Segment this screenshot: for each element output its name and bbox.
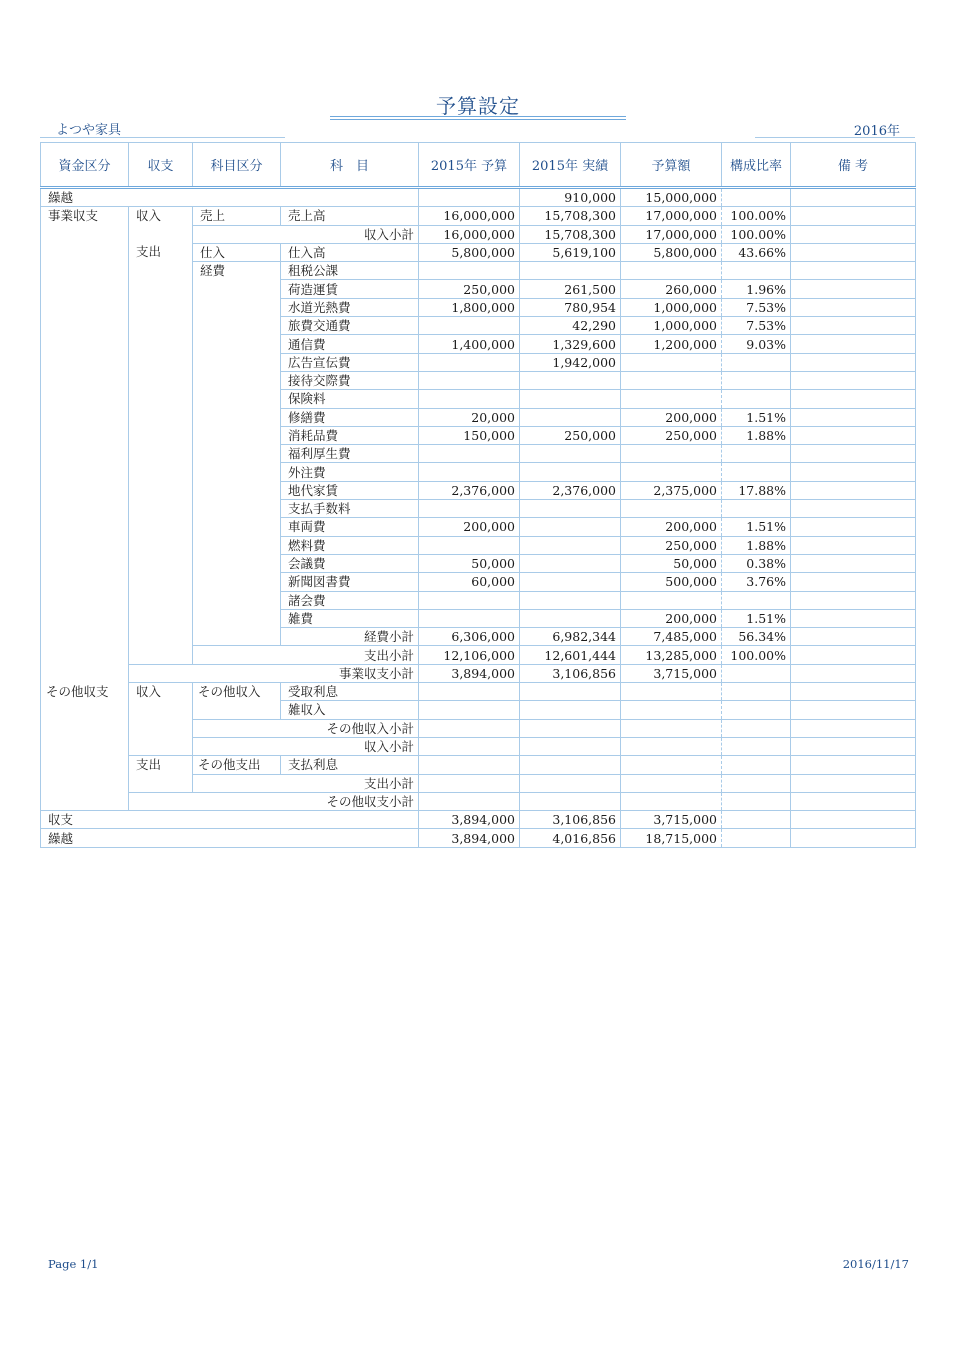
cell-budget: [621, 445, 722, 463]
cell-note: [791, 390, 916, 408]
cell-ratio: 100.00%: [722, 225, 791, 243]
cell-note: [791, 445, 916, 463]
cell-note: [791, 609, 916, 627]
cell-budget: 17,000,000: [621, 225, 722, 243]
cell-budget-prev: 200,000: [419, 518, 520, 536]
item-cost: 保険料: [281, 390, 419, 408]
cell-budget: 5,800,000: [621, 243, 722, 261]
flow-other-income: 収入: [129, 683, 193, 756]
cell-budget-prev: [419, 353, 520, 371]
cell-ratio: [722, 262, 791, 280]
cell-note: [791, 536, 916, 554]
cell-ratio: 17.88%: [722, 481, 791, 499]
col-budget: 予算額: [621, 143, 722, 188]
cell-budget: 50,000: [621, 554, 722, 572]
cell-budget-prev: 150,000: [419, 426, 520, 444]
item-cost: 修繕費: [281, 408, 419, 426]
cell-budget-prev: 3,894,000: [419, 664, 520, 682]
cell-actual-prev: 250,000: [520, 426, 621, 444]
company-underline: [40, 137, 285, 138]
label-biz-subtotal: 事業収支小計: [129, 664, 419, 682]
item-cost: 燃料費: [281, 536, 419, 554]
cell-budget-prev: 2,376,000: [419, 481, 520, 499]
cell-budget-prev: 5,800,000: [419, 243, 520, 261]
cell-budget: 7,485,000: [621, 628, 722, 646]
cell-budget: 1,200,000: [621, 335, 722, 353]
cell-actual-prev: 5,619,100: [520, 243, 621, 261]
cat-costs: 経費: [193, 262, 281, 646]
cell-actual-prev: 1,942,000: [520, 353, 621, 371]
cell-note: [791, 280, 916, 298]
cell-note: [791, 408, 916, 426]
carry-out-label: 繰越: [41, 829, 419, 847]
cell-budget: 200,000: [621, 518, 722, 536]
cell-ratio: 1.88%: [722, 426, 791, 444]
cell-budget: [621, 500, 722, 518]
col-item: 科 目: [281, 143, 419, 188]
cell-actual-prev: 3,106,856: [520, 811, 621, 829]
title-underline: [330, 116, 626, 117]
cell-budget: 13,285,000: [621, 646, 722, 664]
table-row: [41, 188, 916, 207]
cell-actual-prev: 15,708,300: [520, 225, 621, 243]
cell-note: [791, 573, 916, 591]
item-cost: 新聞図書費: [281, 573, 419, 591]
cell-actual-prev: [520, 463, 621, 481]
cell-actual-prev: 1,329,600: [520, 335, 621, 353]
cell-budget-prev: [419, 463, 520, 481]
header-row: [41, 143, 916, 188]
cell-ratio: 3.76%: [722, 573, 791, 591]
cell-ratio: [722, 591, 791, 609]
cell-ratio: [722, 463, 791, 481]
cell-ratio: 1.51%: [722, 609, 791, 627]
company-name: よつや家具: [56, 123, 122, 138]
col-fund: 資金区分: [41, 143, 129, 188]
print-date: 2016/11/17: [842, 1257, 909, 1271]
cell-budget: 1,000,000: [621, 317, 722, 335]
cell-budget: 15,000,000: [621, 188, 722, 207]
cell-ratio: 0.38%: [722, 554, 791, 572]
cell-note: [791, 298, 916, 316]
subtotal-row: [41, 792, 916, 810]
cell-budget-prev: 60,000: [419, 573, 520, 591]
item-cost: 水道光熱費: [281, 298, 419, 316]
cell-ratio: [722, 445, 791, 463]
subtotal-row: [41, 664, 916, 682]
item-purchase: 仕入高: [281, 243, 419, 261]
label-other-income-subtotal: その他収入小計: [193, 719, 419, 737]
cell-budget: 500,000: [621, 573, 722, 591]
cell-budget-prev: 6,306,000: [419, 628, 520, 646]
cell-ratio: 100.00%: [722, 646, 791, 664]
cell-actual-prev: [520, 371, 621, 389]
cell-ratio: 7.53%: [722, 317, 791, 335]
cell-ratio: 7.53%: [722, 298, 791, 316]
table-row: [41, 207, 916, 225]
flow-other-expense: 支出: [129, 756, 193, 793]
cell-note: [791, 591, 916, 609]
item-cost: 支払手数料: [281, 500, 419, 518]
item-cost: 荷造運賃: [281, 280, 419, 298]
total-row: [41, 829, 916, 847]
cell-ratio: [722, 390, 791, 408]
cell-budget: 3,715,000: [621, 664, 722, 682]
col-note: 備 考: [791, 143, 916, 188]
cell-actual-prev: 4,016,856: [520, 829, 621, 847]
cell-actual-prev: [520, 609, 621, 627]
item-sales: 売上高: [281, 207, 419, 225]
cell-actual-prev: 780,954: [520, 298, 621, 316]
cell-actual-prev: [520, 591, 621, 609]
cell-note: [791, 518, 916, 536]
cell-budget-prev: [419, 317, 520, 335]
cell-budget: 2,375,000: [621, 481, 722, 499]
cell-budget-prev: 16,000,000: [419, 225, 520, 243]
cell-budget-prev: 20,000: [419, 408, 520, 426]
carry-in-label: 繰越: [41, 188, 419, 207]
cell-budget: 1,000,000: [621, 298, 722, 316]
cell-budget-prev: 250,000: [419, 280, 520, 298]
cell-ratio: 100.00%: [722, 207, 791, 225]
cell-budget: 18,715,000: [621, 829, 722, 847]
fund-other: その他収支: [41, 683, 129, 811]
cat-sales: 売上: [193, 207, 281, 225]
balance-label: 収支: [41, 811, 419, 829]
cell-ratio: [722, 353, 791, 371]
budget-table: [40, 142, 916, 848]
total-row: [41, 811, 916, 829]
cell-actual-prev: 2,376,000: [520, 481, 621, 499]
flow-biz-expense: 支出: [129, 243, 193, 664]
fiscal-year: 2016年: [853, 124, 900, 139]
cell-ratio: 9.03%: [722, 335, 791, 353]
col-budget-prev: 2015年 予算: [419, 143, 520, 188]
col-actual-prev: 2015年 実績: [520, 143, 621, 188]
cell-note: [791, 335, 916, 353]
col-flow: 収支: [129, 143, 193, 188]
cell-ratio: 43.66%: [722, 243, 791, 261]
item-cost: 雑費: [281, 609, 419, 627]
item-cost: 諸会費: [281, 591, 419, 609]
label-expense-subtotal: 支出小計: [193, 646, 419, 664]
flow-biz-income: 収入: [129, 207, 193, 244]
cell-note: [791, 554, 916, 572]
cell-note: [791, 426, 916, 444]
item-interest-paid: 支払利息: [281, 756, 419, 774]
cell-budget: 17,000,000: [621, 207, 722, 225]
cell-actual-prev: [520, 500, 621, 518]
cell-budget-prev: [419, 445, 520, 463]
cell-budget: [621, 371, 722, 389]
label-other-subtotal: その他収支小計: [129, 792, 419, 810]
table-row: [41, 243, 916, 261]
cell-budget: 200,000: [621, 408, 722, 426]
cell-ratio: [722, 500, 791, 518]
cell-actual-prev: [520, 554, 621, 572]
cell-budget: [621, 353, 722, 371]
cell-budget-prev: [419, 591, 520, 609]
cell-actual-prev: [520, 518, 621, 536]
cell-budget-prev: 3,894,000: [419, 811, 520, 829]
item-cost: 福利厚生費: [281, 445, 419, 463]
cell-actual-prev: [520, 573, 621, 591]
cell-budget: [621, 390, 722, 408]
item-cost: 会議費: [281, 554, 419, 572]
item-cost: 地代家賃: [281, 481, 419, 499]
cell-actual-prev: [520, 390, 621, 408]
item-cost: 広告宣伝費: [281, 353, 419, 371]
item-cost: 車両費: [281, 518, 419, 536]
cell-budget: 200,000: [621, 609, 722, 627]
cell-actual-prev: [520, 408, 621, 426]
cell-actual-prev: 261,500: [520, 280, 621, 298]
cell-ratio: 56.34%: [722, 628, 791, 646]
cell-budget-prev: 1,800,000: [419, 298, 520, 316]
cell-budget-prev: [419, 536, 520, 554]
col-ratio: 構成比率: [722, 143, 791, 188]
cell-actual-prev: 3,106,856: [520, 664, 621, 682]
label-cost-subtotal: 経費小計: [281, 628, 419, 646]
cat-purchase: 仕入: [193, 243, 281, 261]
col-category: 科目区分: [193, 143, 281, 188]
cell-actual-prev: [520, 536, 621, 554]
cell-budget: [621, 463, 722, 481]
item-cost: 租税公課: [281, 262, 419, 280]
item-cost: 通信費: [281, 335, 419, 353]
cell-note: [791, 262, 916, 280]
cell-budget: 250,000: [621, 536, 722, 554]
cell-budget: [621, 262, 722, 280]
cell-budget-prev: 50,000: [419, 554, 520, 572]
cell-ratio: 1.88%: [722, 536, 791, 554]
cell-budget-prev: 3,894,000: [419, 829, 520, 847]
cell-actual-prev: 12,601,444: [520, 646, 621, 664]
cat-other-income: その他収入: [193, 683, 281, 720]
cell-budget-prev: 1,400,000: [419, 335, 520, 353]
cell-ratio: [722, 371, 791, 389]
cell-budget: [621, 591, 722, 609]
cell-actual-prev: 15,708,300: [520, 207, 621, 225]
year-underline: [755, 137, 915, 138]
cell-budget: 3,715,000: [621, 811, 722, 829]
label-other-income-total: 収入小計: [193, 737, 419, 755]
cell-budget-prev: [419, 500, 520, 518]
cell-ratio: 1.96%: [722, 280, 791, 298]
cell-actual-prev: 910,000: [520, 188, 621, 207]
cell-budget-prev: [419, 609, 520, 627]
label-other-expense-subtotal: 支出小計: [193, 774, 419, 792]
page-number: Page 1/1: [48, 1257, 99, 1271]
cell-note: [791, 481, 916, 499]
cell-actual-prev: 42,290: [520, 317, 621, 335]
cell-budget: 250,000: [621, 426, 722, 444]
cell-ratio: 1.51%: [722, 408, 791, 426]
cell-budget-prev: [419, 390, 520, 408]
cell-budget: 260,000: [621, 280, 722, 298]
label-income-subtotal: 収入小計: [193, 225, 419, 243]
item-cost: 接待交際費: [281, 371, 419, 389]
table-row: [41, 756, 916, 774]
cell-actual-prev: 6,982,344: [520, 628, 621, 646]
cell-note: [791, 371, 916, 389]
item-misc-income: 雑収入: [281, 701, 419, 719]
cell-budget-prev: 16,000,000: [419, 207, 520, 225]
item-interest-received: 受取利息: [281, 683, 419, 701]
fund-biz: 事業収支: [41, 207, 129, 683]
cell-note: [791, 353, 916, 371]
cell-budget-prev: [419, 262, 520, 280]
cell-note: [791, 317, 916, 335]
item-cost: 旅費交通費: [281, 317, 419, 335]
page-title: 予算設定: [436, 94, 520, 118]
cell-ratio: 1.51%: [722, 518, 791, 536]
cat-other-expense: その他支出: [193, 756, 281, 774]
cell-actual-prev: [520, 445, 621, 463]
cell-note: [791, 463, 916, 481]
cell-budget-prev: [419, 371, 520, 389]
table-row: [41, 683, 916, 701]
cell-actual-prev: [520, 262, 621, 280]
item-cost: 外注費: [281, 463, 419, 481]
item-cost: 消耗品費: [281, 426, 419, 444]
cell-budget-prev: 12,106,000: [419, 646, 520, 664]
title-underline-double: [330, 119, 626, 120]
cell-note: [791, 500, 916, 518]
